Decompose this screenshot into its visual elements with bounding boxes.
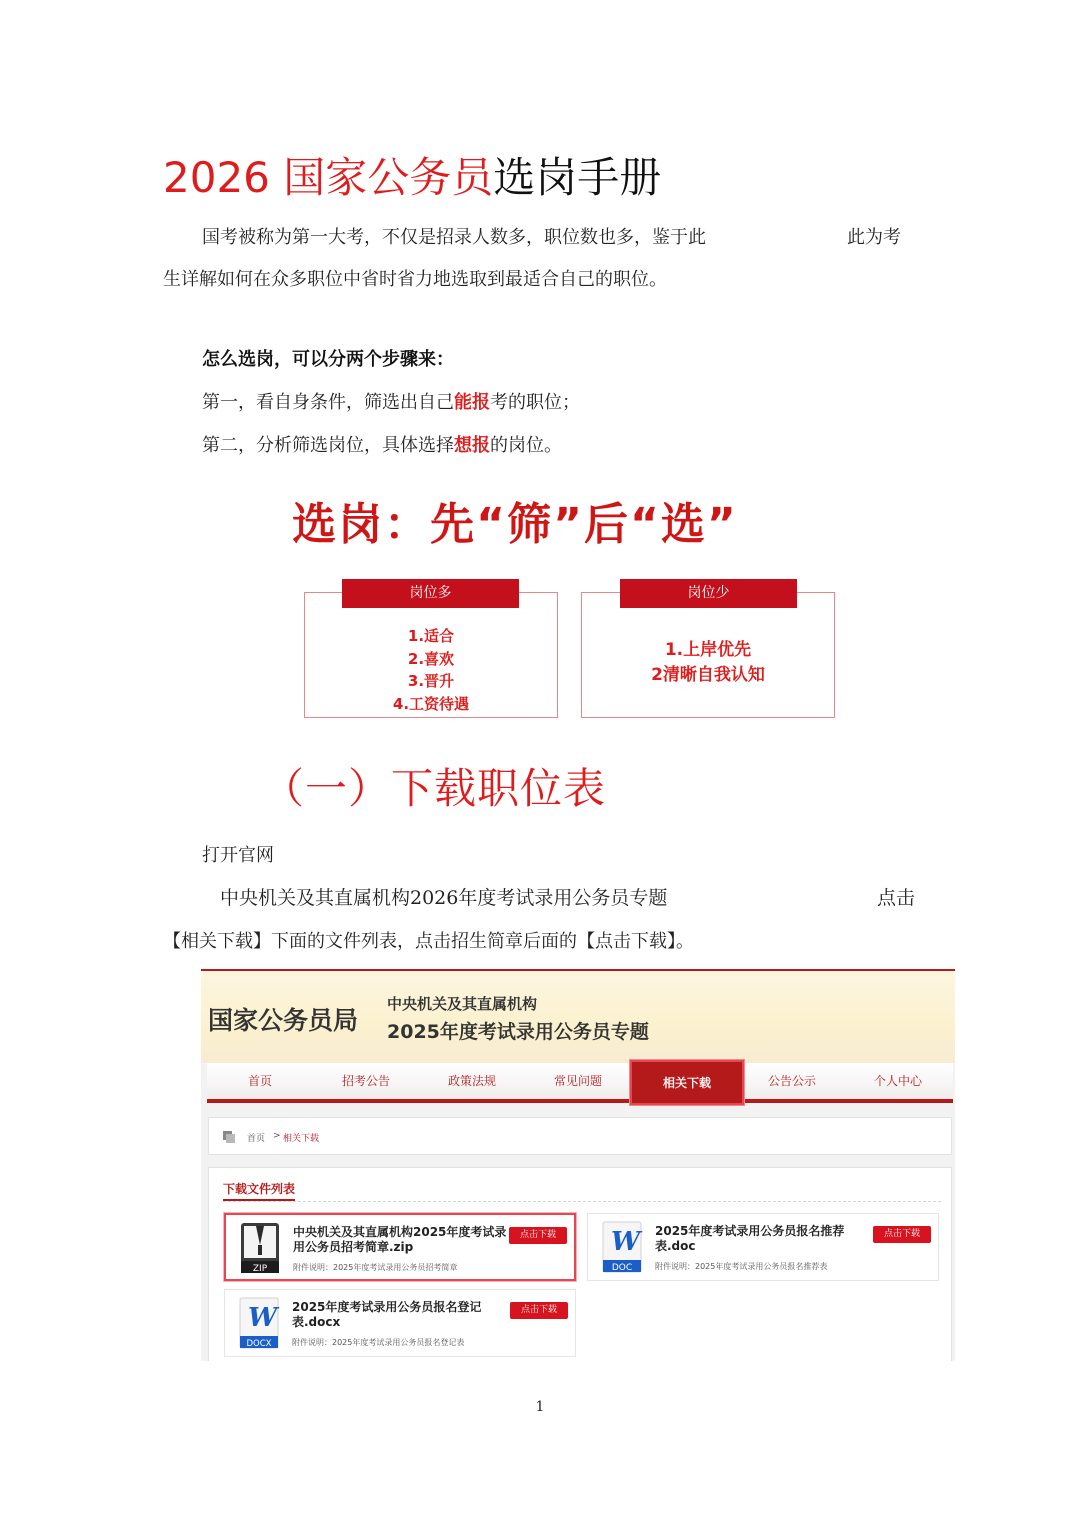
svg-text:W: W <box>611 1227 641 1257</box>
box-few-item: 2清晰自我认知 <box>651 665 765 685</box>
instruction-line-1: 打开官网 <box>202 845 274 866</box>
box-many-list <box>305 625 557 715</box>
file-desc-docx: 附件说明：2025年度考试录用公务员报名登记表 <box>292 1338 465 1347</box>
box-many-header: 岗位多 <box>342 579 519 608</box>
nav-notices[interactable]: 公告公示 <box>767 1074 816 1088</box>
file-name-zip[interactable]: 中央机关及其直属机构2025年度考试录用公务员招考简章.zip <box>293 1225 507 1254</box>
file-card-zip <box>224 1213 576 1281</box>
box-many-item: 4.工资待遇 <box>392 694 470 713</box>
download-button-docx[interactable]: 点击下载 <box>510 1302 568 1319</box>
file-desc-zip: 附件说明：2025年度考试录用公务员招考简章 <box>293 1263 458 1272</box>
box-many-item: 3.晋升 <box>407 672 455 690</box>
site-nav <box>207 1063 953 1103</box>
box-few-item: 1.上岸优先 <box>664 640 752 660</box>
slogan-heading: 选岗：先“筛”后“选” <box>292 499 738 550</box>
box-many-item: 1.适合 <box>407 627 455 645</box>
step-1-text: 第一，看自身条件，筛选出自己 <box>202 392 454 413</box>
instruction-line-3: 【相关下载】下面的文件列表，点击招生简章后面的【点击下载】。 <box>163 931 694 952</box>
step-1 <box>202 391 580 415</box>
zip-file-icon <box>233 1221 287 1275</box>
breadcrumb-home[interactable]: 首页 <box>247 1134 266 1144</box>
download-button-zip[interactable]: 点击下载 <box>509 1227 567 1244</box>
site-header <box>201 971 955 1063</box>
word-doc-icon <box>595 1220 649 1274</box>
step-1-tail: 考的职位； <box>490 392 580 413</box>
intro-line-1a: 国考被称为第一大考，不仅是招录人数多，职位数也多，鉴于此 <box>202 227 706 248</box>
download-list-panel <box>208 1167 952 1361</box>
site-subtitle-1: 中央机关及其直属机构 <box>387 995 538 1013</box>
step-2-highlight: 想报 <box>454 435 490 456</box>
breadcrumb-separator: > <box>273 1131 281 1141</box>
file-desc-doc: 附件说明：2025年度考试录用公务员报名推荐表 <box>655 1262 828 1271</box>
website-screenshot <box>201 969 955 1361</box>
nav-home[interactable]: 首页 <box>247 1074 272 1088</box>
site-logo: 国家公务员局 <box>208 1006 359 1035</box>
box-many-item: 2.喜欢 <box>407 649 455 668</box>
svg-text:W: W <box>248 1303 278 1333</box>
file-card-docx <box>224 1289 576 1357</box>
box-many-positions <box>304 585 558 718</box>
step-2-tail: 的岗位。 <box>490 435 562 456</box>
site-subtitle-2: 2025年度考试录用公务员专题 <box>387 1021 649 1043</box>
svg-text:DOC: DOC <box>611 1263 633 1273</box>
instruction-line-2b: 点击 <box>877 887 916 909</box>
nav-personal-center[interactable]: 个人中心 <box>873 1074 922 1088</box>
intro-line-2: 生详解如何在众多职位中省时省力地选取到最适合自己的职位。 <box>163 269 667 290</box>
svg-text:DOCX: DOCX <box>246 1339 272 1349</box>
nav-announcements[interactable]: 招考公告 <box>341 1074 390 1088</box>
divider <box>223 1201 941 1202</box>
title-red-part: 2026 国家公务员 <box>163 153 494 202</box>
box-few-list <box>582 638 834 688</box>
page-number: 1 <box>535 1399 545 1415</box>
file-card-doc <box>587 1213 939 1281</box>
nav-faq[interactable]: 常见问题 <box>553 1074 602 1088</box>
step-2-text: 第二，分析筛选岗位，具体选择 <box>202 435 454 456</box>
section-title: （一）下载职位表 <box>262 764 607 813</box>
box-few-header: 岗位少 <box>620 579 797 608</box>
instruction-line-2a: 中央机关及其直属机构2026年度考试录用公务员专题 <box>220 887 668 909</box>
download-list-title: 下载文件列表 <box>223 1180 295 1201</box>
word-docx-icon <box>232 1296 286 1350</box>
location-icon <box>223 1131 232 1140</box>
step-1-highlight: 能报 <box>454 392 490 413</box>
document-title <box>163 152 661 204</box>
nav-downloads[interactable]: 相关下载 <box>630 1060 744 1105</box>
download-button-doc[interactable]: 点击下载 <box>873 1226 931 1243</box>
nav-policies[interactable]: 政策法规 <box>447 1074 496 1088</box>
steps-heading: 怎么选岗，可以分两个步骤来： <box>202 349 454 370</box>
title-black-part: 选岗手册 <box>493 153 662 202</box>
box-few-positions <box>581 585 835 718</box>
intro-line-1b: 此为考 <box>847 227 901 248</box>
file-name-docx[interactable]: 2025年度考试录用公务员报名登记表.docx <box>292 1300 482 1329</box>
breadcrumb <box>208 1117 952 1155</box>
step-2 <box>202 434 562 458</box>
breadcrumb-current[interactable]: 相关下载 <box>283 1134 320 1144</box>
svg-text:ZIP: ZIP <box>252 1264 268 1274</box>
file-name-doc[interactable]: 2025年度考试录用公务员报名推荐表.doc <box>655 1224 845 1253</box>
